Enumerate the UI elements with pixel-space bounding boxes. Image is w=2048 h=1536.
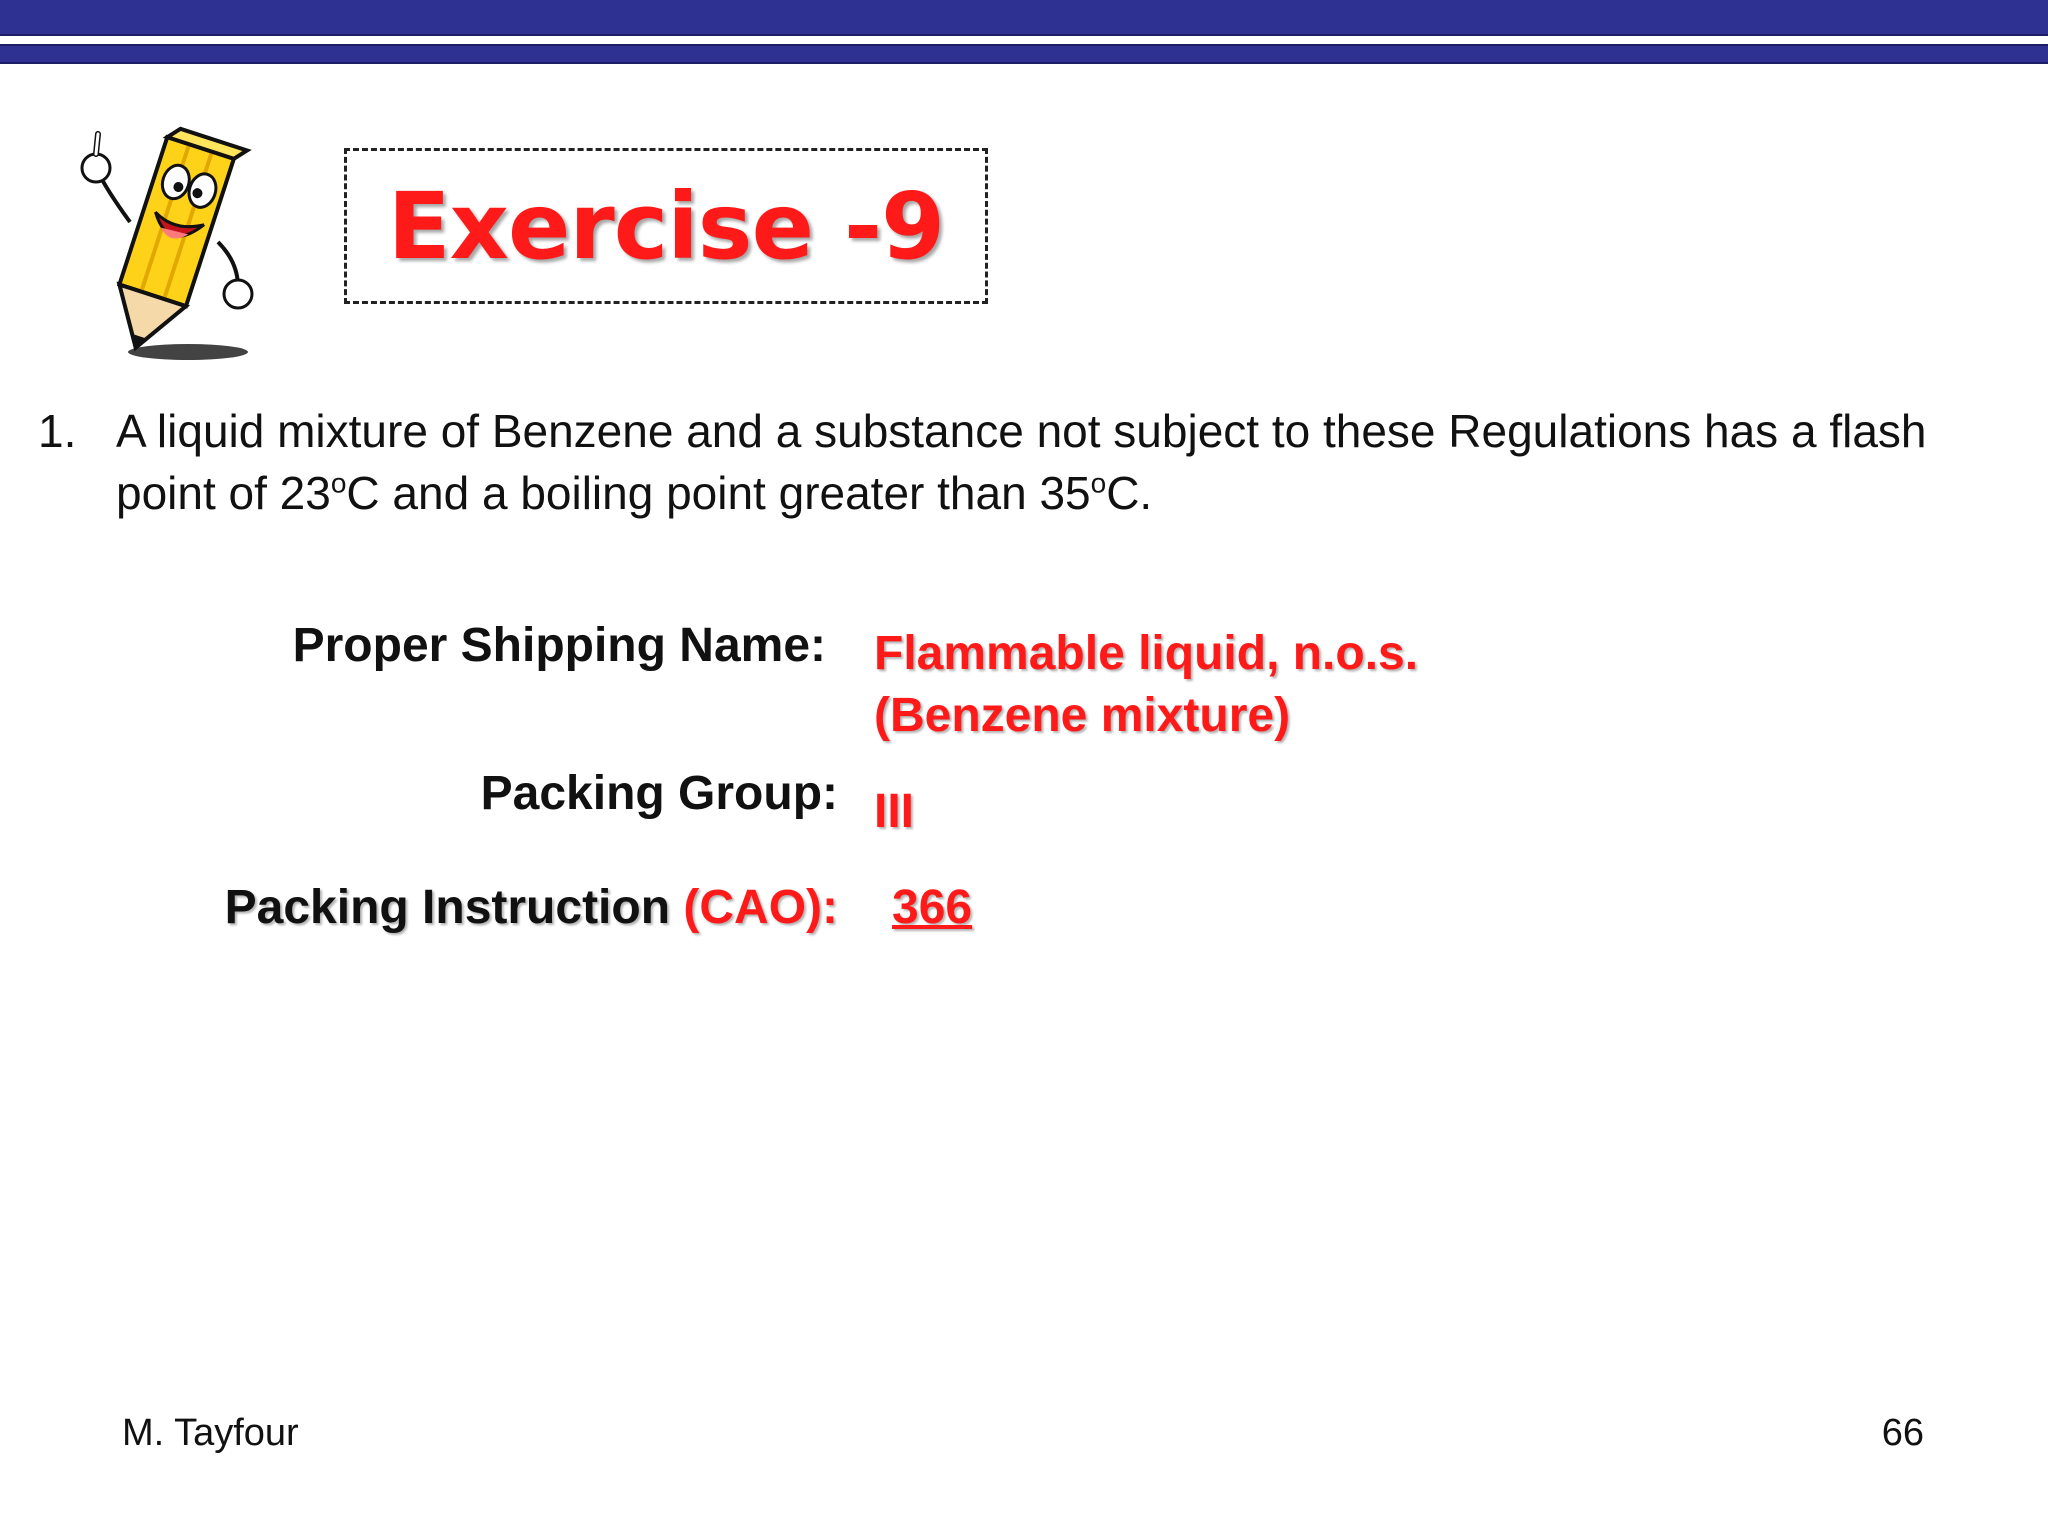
packing-instruction-value: 366 <box>892 881 973 934</box>
title-box <box>344 148 988 304</box>
question <box>38 400 1998 524</box>
page-number: 66 <box>1881 1412 1924 1454</box>
header-bar-secondary <box>0 44 2048 64</box>
question-text: A liquid mixture of Benzene and a substance not subject to these Regulations has a flash point of 23$^o$C and a boiling point greater than 35$^o$C. <box>116 405 1927 519</box>
footer-author: M. Tayfour <box>122 1412 299 1454</box>
packing-instruction-label-suffix: (CAO): <box>683 881 838 934</box>
packing-group-label: Packing Group: <box>480 767 838 820</box>
pencil-mascot-icon <box>68 112 258 372</box>
packing-group-value: III <box>874 785 915 838</box>
slide-title: Exercise -9 <box>387 172 945 280</box>
proper-shipping-name-value-line1: Flammable liquid, n.o.s. <box>874 627 1419 680</box>
proper-shipping-name-value-line2: (Benzene mixture) <box>874 689 1291 742</box>
question-number: 1. <box>38 405 77 457</box>
proper-shipping-name-label: Proper Shipping Name: <box>292 619 826 672</box>
header-bar <box>0 0 2048 36</box>
packing-instruction-label: Packing Instruction (CAO): <box>224 881 838 934</box>
